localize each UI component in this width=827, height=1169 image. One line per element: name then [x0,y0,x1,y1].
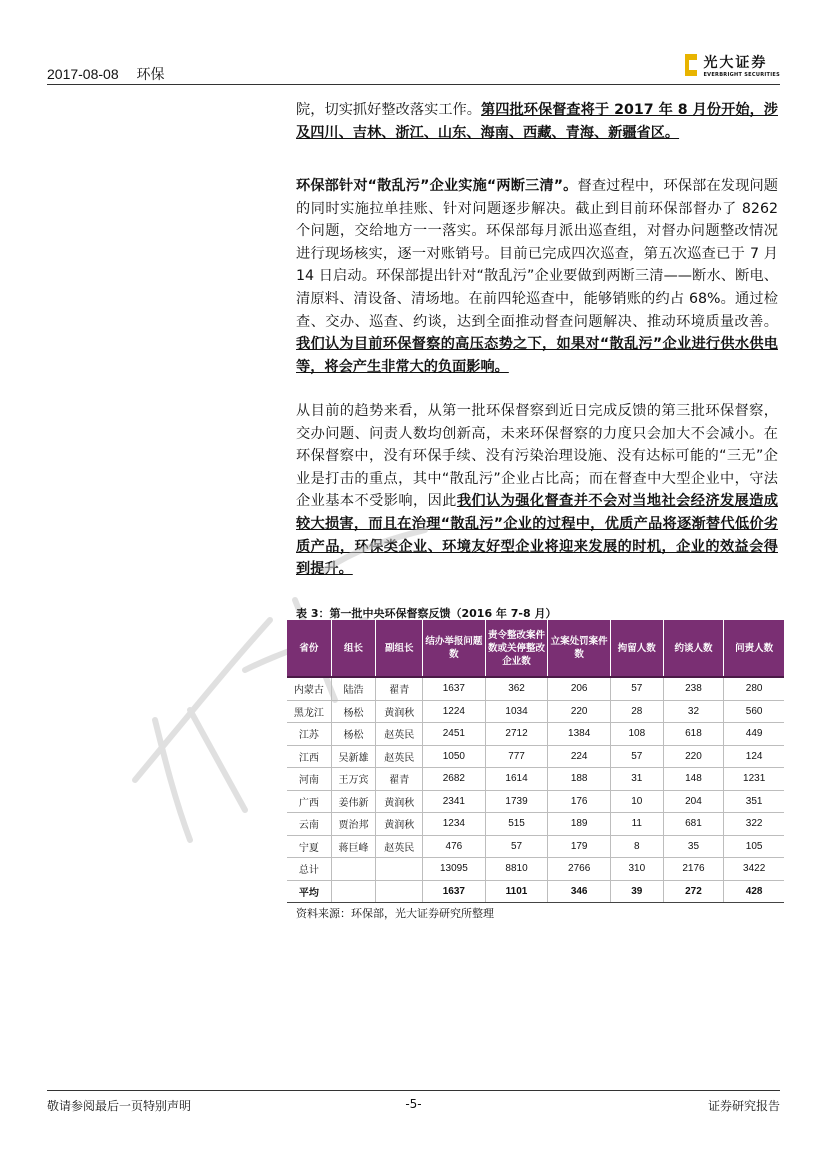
cell-leader: 吴新雄 [331,745,376,768]
cell-interviewed: 32 [663,700,724,723]
inspection-feedback-table [287,620,784,903]
avg-cell-province: 平均 [287,880,331,903]
cell-interviewed: 681 [663,813,724,836]
cell-reports: 13095 [423,858,486,881]
cell-accountable: 3422 [724,858,784,881]
table-body [287,677,784,903]
table-row [287,723,784,746]
page-number: -5- [405,1097,422,1111]
cell-accountable: 124 [724,745,784,768]
cell-deputy [376,858,423,881]
cell-leader: 杨松 [331,723,376,746]
cell-interviewed: 2176 [663,858,724,881]
cell-deputy: 黄润秋 [376,813,423,836]
table-caption: 表 3：第一批中央环保督察反馈（2016 年 7-8 月） [296,607,557,620]
cell-rectification: 777 [485,745,548,768]
paragraph-2 [296,175,778,378]
header-divider [47,84,780,85]
cell-province: 总计 [287,858,331,881]
avg-cell-detained: 39 [610,880,663,903]
cell-detained: 31 [610,768,663,791]
cell-province: 内蒙古 [287,677,331,700]
paragraph-3-highlight: 我们认为强化督查并不会对当地社会经济发展造成较大损害，而且在治理“散乱污”企业的过程中，优质产品将逐渐替代低价劣质产品，环保类企业、环境友好型企业将迎来发展的时机，企业的效益会得到提升。 [296,493,778,578]
header-meta [47,64,179,84]
table-row [287,858,784,881]
cell-penalty-cases: 179 [548,835,611,858]
cell-province: 黑龙江 [287,700,331,723]
cell-penalty-cases: 176 [548,790,611,813]
cell-deputy: 翟青 [376,768,423,791]
cell-rectification: 1739 [485,790,548,813]
cell-accountable: 351 [724,790,784,813]
cell-reports: 2341 [423,790,486,813]
col-header-rectification: 责令整改案件数或关停整改企业数 [485,620,548,677]
report-sector: 环保 [136,66,165,82]
col-header-interviewed: 约谈人数 [663,620,724,677]
cell-interviewed: 148 [663,768,724,791]
col-header-province: 省份 [287,620,331,677]
cell-reports: 1234 [423,813,486,836]
cell-rectification: 1614 [485,768,548,791]
avg-cell-accountable: 428 [724,880,784,903]
paragraph-1-highlight: 第四批环保督查将于 2017 年 8 月份开始，涉及四川、吉林、浙江、山东、海南、西藏、青海、新疆省区。 [296,102,778,141]
cell-province: 广西 [287,790,331,813]
cell-leader: 王万宾 [331,768,376,791]
cell-leader: 蒋巨峰 [331,835,376,858]
paragraph-2-highlight: 我们认为目前环保督察的高压态势之下，如果对“散乱污”企业进行供水供电等，将会产生非常大的负面影响。 [296,336,778,375]
cell-province: 河南 [287,768,331,791]
cell-penalty-cases: 189 [548,813,611,836]
col-header-deputy: 副组长 [376,620,423,677]
logo-name-cn: 光大证券 [703,55,768,71]
cell-interviewed: 204 [663,790,724,813]
cell-penalty-cases: 224 [548,745,611,768]
cell-interviewed: 618 [663,723,724,746]
cell-detained: 11 [610,813,663,836]
report-date: 2017-08-08 [47,66,119,82]
table-row [287,677,784,700]
cell-deputy: 赵英民 [376,835,423,858]
cell-accountable: 280 [724,677,784,700]
avg-cell-interviewed: 272 [663,880,724,903]
cell-accountable: 1231 [724,768,784,791]
cell-reports: 1224 [423,700,486,723]
logo-mark-icon [685,54,697,76]
cell-detained: 8 [610,835,663,858]
cell-accountable: 560 [724,700,784,723]
cell-detained: 57 [610,745,663,768]
cell-detained: 310 [610,858,663,881]
table-row [287,745,784,768]
logo-name-en: EVERBRIGHT SECURITIES [703,72,780,78]
col-header-detained: 拘留人数 [610,620,663,677]
cell-leader: 姜伟新 [331,790,376,813]
avg-cell-leader [331,880,376,903]
cell-detained: 108 [610,723,663,746]
paragraph-3 [296,400,778,581]
cell-deputy: 黄润秋 [376,700,423,723]
cell-province: 江西 [287,745,331,768]
cell-interviewed: 238 [663,677,724,700]
cell-detained: 28 [610,700,663,723]
page-header [47,52,780,82]
cell-rectification: 8810 [485,858,548,881]
cell-interviewed: 220 [663,745,724,768]
cell-accountable: 105 [724,835,784,858]
cell-deputy: 黄润秋 [376,790,423,813]
avg-cell-penalty-cases: 346 [548,880,611,903]
cell-deputy: 赵英民 [376,745,423,768]
col-header-reports: 结办举报问题数 [423,620,486,677]
paragraph-1 [296,99,778,144]
table-header-row [287,620,784,677]
avg-cell-deputy [376,880,423,903]
cell-reports: 2451 [423,723,486,746]
avg-cell-reports: 1637 [423,880,486,903]
cell-deputy: 翟青 [376,677,423,700]
company-logo [685,52,780,78]
paragraph-1-text: 院，切实抓好整改落实工作。 [296,102,482,118]
cell-rectification: 515 [485,813,548,836]
table-average-row [287,880,784,903]
cell-accountable: 449 [724,723,784,746]
paragraph-2-text: 督查过程中，环保部在发现问题的同时实施拉单挂账、针对问题逐步解决。截止到目前环保部督办了 8262 个问题，交给地方一一落实。环保部每月派出巡查组，对督办问题整改情况进行现场核实，逐一对账销号。目前已完成四次巡查，第五次巡查已于 7 月 14 日启动。环保部提出针对“散乱污”企业要做到两断三清——断水、断电、清原料、清设备、清场地。在前四轮巡查中，能够销账的约占 68%。通过检查、交办、巡查、约谈，达到全面推动督查问题解决、推动环境质量改善。 [296,178,778,330]
table-row [287,768,784,791]
cell-deputy: 赵英民 [376,723,423,746]
cell-province: 云南 [287,813,331,836]
cell-interviewed: 35 [663,835,724,858]
cell-reports: 476 [423,835,486,858]
table-row [287,835,784,858]
footer-divider [47,1090,780,1091]
cell-reports: 1637 [423,677,486,700]
cell-leader [331,858,376,881]
cell-reports: 2682 [423,768,486,791]
table-row [287,790,784,813]
cell-penalty-cases: 188 [548,768,611,791]
cell-leader: 杨松 [331,700,376,723]
cell-reports: 1050 [423,745,486,768]
cell-penalty-cases: 1384 [548,723,611,746]
cell-province: 宁夏 [287,835,331,858]
col-header-accountable: 问责人数 [724,620,784,677]
table-row [287,700,784,723]
cell-penalty-cases: 220 [548,700,611,723]
cell-detained: 57 [610,677,663,700]
cell-leader: 陆浩 [331,677,376,700]
cell-rectification: 57 [485,835,548,858]
col-header-penalty-cases: 立案处罚案件数 [548,620,611,677]
avg-cell-rectification: 1101 [485,880,548,903]
cell-province: 江苏 [287,723,331,746]
cell-rectification: 2712 [485,723,548,746]
paragraph-2-lead: 环保部针对“散乱污”企业实施“两断三清”。 [296,178,578,194]
footer-disclaimer: 敬请参阅最后一页特别声明 [47,1099,192,1113]
paragraph-3-text: 从目前的趋势来看，从第一批环保督察到近日完成反馈的第三批环保督察，交办问题、问责人数均创新高，未来环保督察的力度只会加大不会减小。在环保督察中，没有环保手续、没有污染治理设施、没有达标可能的“三无”企业是打击的重点，其中“散乱污”企业占比高；而在督查中大型企业中，守法企业基本不受影响，因此 [296,403,778,510]
cell-detained: 10 [610,790,663,813]
cell-penalty-cases: 2766 [548,858,611,881]
col-header-leader: 组长 [331,620,376,677]
cell-penalty-cases: 206 [548,677,611,700]
cell-accountable: 322 [724,813,784,836]
cell-rectification: 362 [485,677,548,700]
cell-rectification: 1034 [485,700,548,723]
table-source: 资料来源：环保部，光大证券研究所整理 [296,907,494,920]
footer-report-type: 证券研究报告 [707,1099,780,1113]
cell-leader: 贾治邦 [331,813,376,836]
table-row [287,813,784,836]
